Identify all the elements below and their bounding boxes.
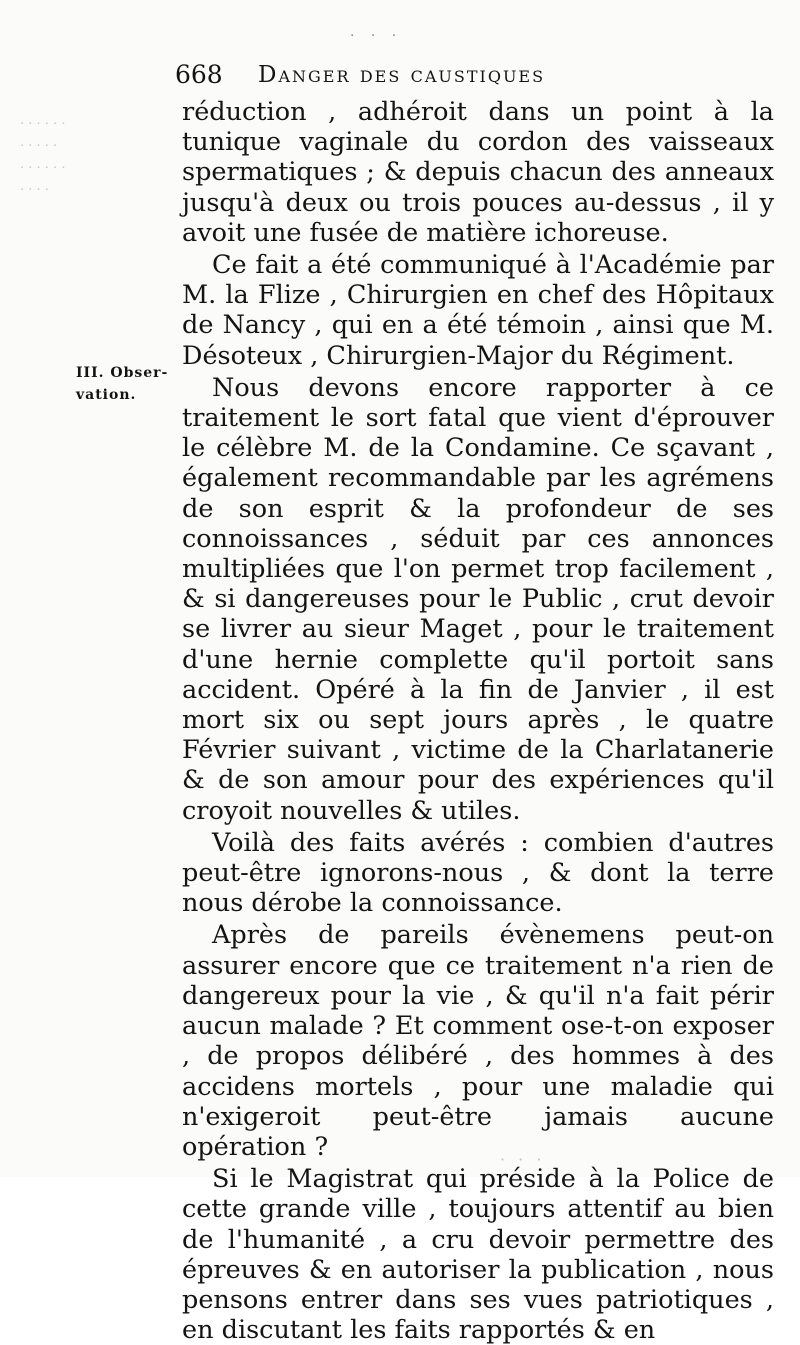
signature-mark-decoration: · · · xyxy=(500,1150,546,1169)
page-number: 668 xyxy=(175,60,223,89)
paragraph-3: Nous devons encore rapporter à ce traitement le sort fatal que vient d'éprouver le célèbre M. de la Condamine. Ce sçavant , également recommandable par les agrémens de son esprit & la profondeur de ses connoissances , séduit par ces annonces multipliées que l'on permet trop facilement , & si dangereuses pour le Public , crut devoir se livrer au sieur Maget , pour le traitement d'une hernie complette qu'il portoit sans accident. Opéré à la fin de Janvier , il est mort six ou sept jours après , le quatre Février suivant , victime de la Charlatanerie & de son amour pour des expériences qu'il croyoit nouvelles & utiles. xyxy=(182,372,774,826)
page-header xyxy=(175,60,735,100)
show-through-decoration: . . . . . . . . . . . . . . . . . . . . . xyxy=(20,113,66,194)
paragraph-4: Voilà des faits avérés : combien d'autres peut-être ignorons-nous , & dont la terre nous dérobe la connoissance. xyxy=(182,827,774,919)
paragraph-1: réduction , adhéroit dans un point à la tunique vaginale du cordon des vaisseaux spermatiques ; & depuis chacun des anneaux jusqu'à deux ou trois pouces au-dessus , il y avoit une fusée de matière ichoreuse. xyxy=(182,97,774,248)
paragraph-6: Si le Magistrat qui préside à la Police de cette grande ville , toujours attentif au bien de l'humanité , a cru devoir permettre des épreuves & en autoriser la publication , nous pensons entrer dans ses vues patriotiques , en discutant les faits rapportés & en xyxy=(182,1164,774,1345)
running-title: Danger des caustiques xyxy=(258,62,546,88)
margin-note-line-2: vation. xyxy=(76,387,137,403)
paragraph-5: Après de pareils évènemens peut-on assurer encore que ce traitement n'a rien de dangereux pour la vie , & qu'il n'a fait périr aucun malade ? Et comment ose-t-on exposer , de propos délibéré , des hommes à des accidens mortels , pour une maladie qui n'exigeroit peut-être jamais aucune opération ? xyxy=(182,920,774,1162)
margin-note xyxy=(76,362,176,406)
print-specks-decoration: · · · xyxy=(350,28,403,44)
margin-note-line-1: III. Obser- xyxy=(76,365,169,381)
paragraph-2: Ce fait a été communiqué à l'Académie par M. la Flize , Chirurgien en chef des Hôpitaux de Nancy , qui en a été témoin , ainsi que M. Désoteux , Chirurgien-Major du Régiment. xyxy=(182,250,774,371)
body-text xyxy=(182,97,774,1345)
